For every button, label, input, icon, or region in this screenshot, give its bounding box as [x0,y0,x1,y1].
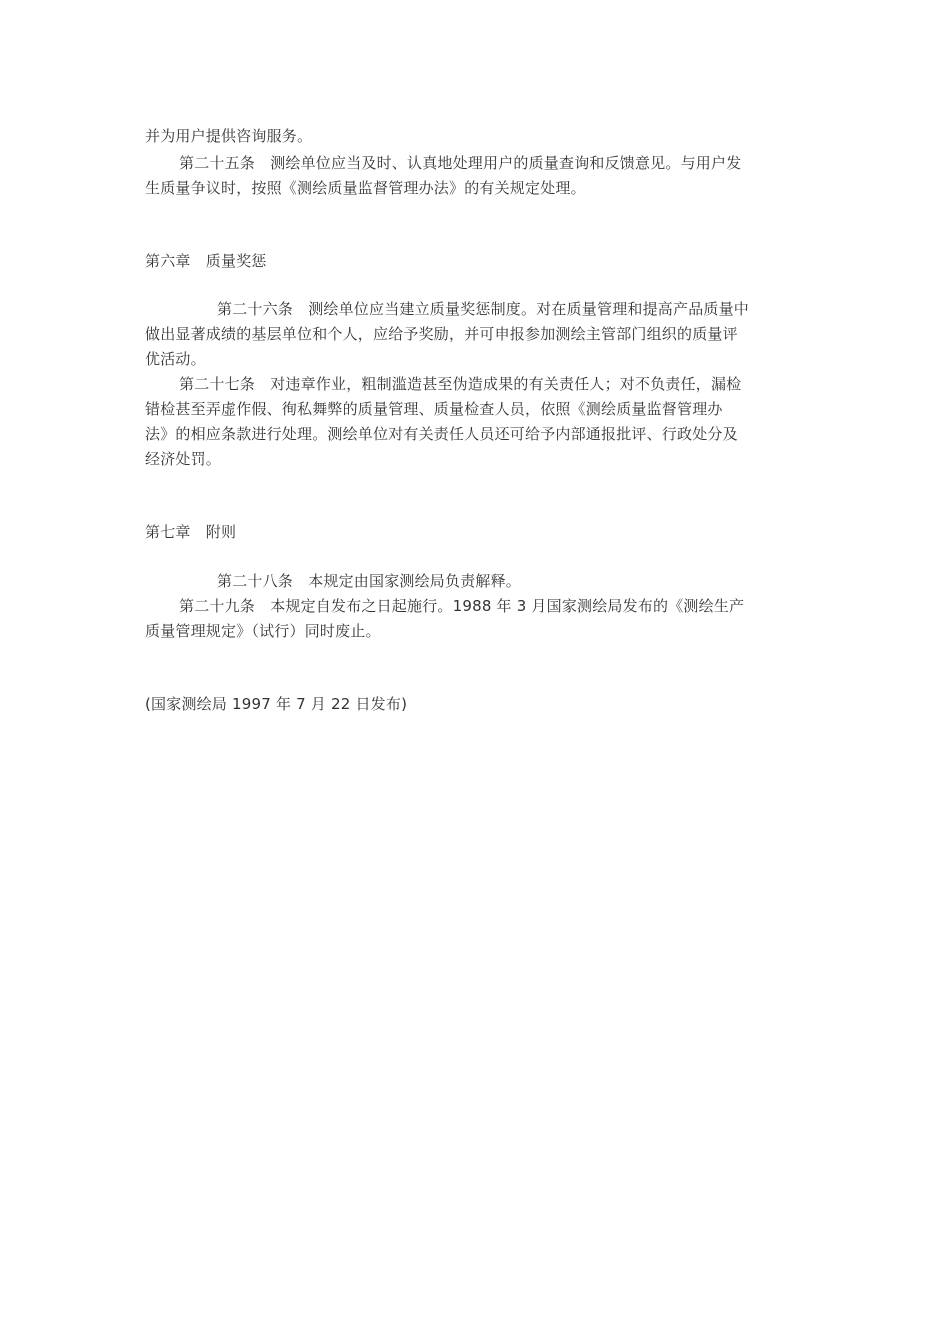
publication-note: (国家测绘局 1997 年 7 月 22 日发布) [145,695,408,713]
article-28-line-1: 第二十八条 本规定由国家测绘局负责解释。 [217,572,522,590]
chapter-7-heading: 第七章 附则 [145,523,237,541]
article-26-line-2: 做出显著成绩的基层单位和个人，应给予奖励，并可申报参加测绘主管部门组织的质量评 [145,325,738,343]
article-27-line-4: 经济处罚。 [145,450,222,468]
article-26-line-3: 优活动。 [145,350,206,368]
article-27-line-3: 法》的相应条款进行处理。测绘单位对有关责任人员还可给予内部通报批评、行政处分及 [145,425,738,443]
article-26-line-1: 第二十六条 测绘单位应当建立质量奖惩制度。对在质量管理和提高产品质量中 [217,300,750,318]
chapter-6-heading: 第六章 质量奖惩 [145,252,267,270]
article-29-line-2: 质量管理规定》（试行）同时废止。 [145,622,381,640]
paragraph-line: 并为用户提供咨询服务。 [145,127,313,145]
article-29-line-1: 第二十九条 本规定自发布之日起施行。1988 年 3 月国家测绘局发布的《测绘生产 [179,597,745,615]
article-25-line-1: 第二十五条 测绘单位应当及时、认真地处理用户的质量查询和反馈意见。与用户发 [179,154,742,172]
article-27-line-1: 第二十七条 对违章作业，粗制滥造甚至伪造成果的有关责任人；对不负责任，漏检 [179,375,742,393]
article-27-line-2: 错检甚至弄虚作假、徇私舞弊的质量管理、质量检查人员，依照《测绘质量监督管理办 [145,400,723,418]
article-25-line-2: 生质量争议时，按照《测绘质量监督管理办法》的有关规定处理。 [145,179,586,197]
